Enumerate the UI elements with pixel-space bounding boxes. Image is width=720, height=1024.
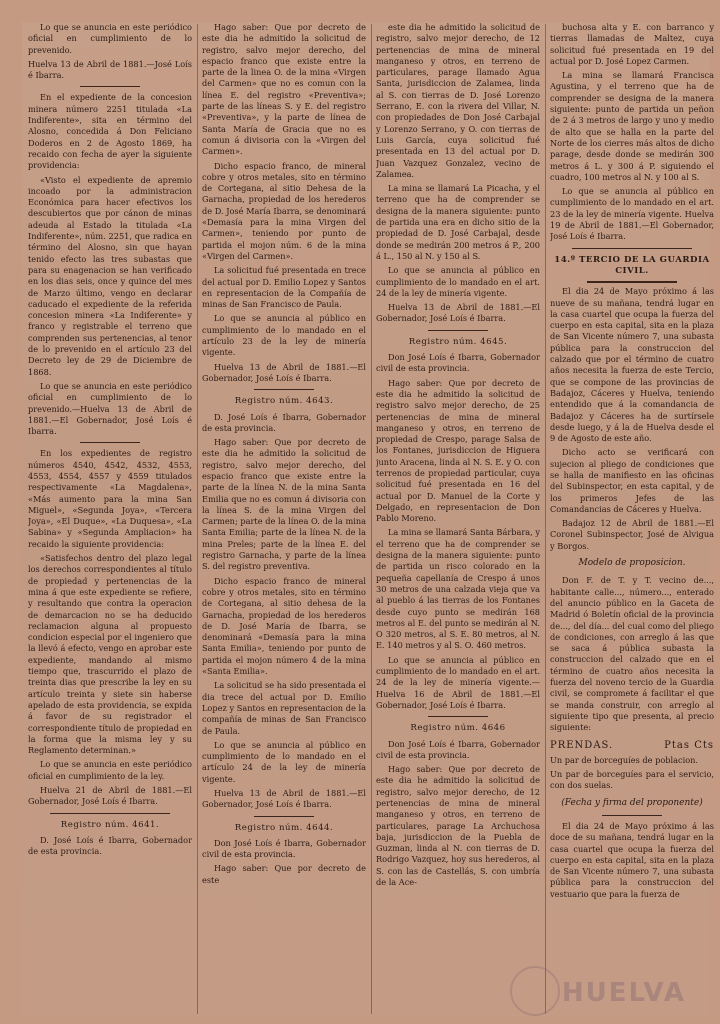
separator-rule [602, 815, 662, 816]
paragraph: La solicitud fué presentada en trece del actual por D. Emilio Lopez y Santos en representacion de la Compañía de minas de San Francisco de Paula. [202, 265, 366, 310]
paragraph: Lo que se anuncia en este periódico oficial en cumplimiento de lo prevenido.—Huelva 13 de Abril de 1881.—El Gobernador, José Loís é Ibarra. [28, 380, 192, 437]
paragraph: Lo que se anuncia en este periódico oficial en cumplimiento de la ley. [28, 759, 192, 781]
paragraph: El dia 24 de Mayo próximo á las nueve de su mañana, tendrá lugar en la casa cuartel que ocupa la fuerza del cuerpo en esta capital, sita en la plaza de San Vicente número 7, una subasta pública para la construccion del calzado que por el término de cuatro años necesita la fuerza de este Tercio, que se compone de las provincias de Badajoz, Cáceres y Huelva, teniendo entendido que á la comandancia de Badajoz y Cáceres ha de surtírsele desde luego, y á la de Huelva desde el 9 de Agosto de este año. [550, 286, 714, 444]
separator-rule [254, 816, 314, 817]
paragraph: Don José Loís é Ibarra, Gobernador civil de esta provincia. [376, 352, 540, 374]
paragraph: este dia he admitido la solicitud de registro, salvo mejor derecho, de 12 pertenencias de mina de mineral manganeso y otros, en terreno de particulares, parage llamado Agua Santa, jurisdiccion de Zalamea, linda al S. con tierras de D. José Lorenzo Serrano, E. con la rivera del Villar, N. con propiedades de Don José Carbajal y Lorenzo Serrano, y O. con tierras de Luis García, cuya solicitud fué presentada en 13 del actual por D. Juan Vazquez Gonzalez, vecino de Zalamea. [376, 22, 540, 179]
paragraph: La mina se llamará La Picacha, y el terreno que ha de comprender se designa de la manera siguiente: punto de partida una era en dicho sitio de la propiedad de D. José Carbajal, desde donde se medirán 200 metros á P., 200 á L., 150 al N. y 150 al S. [376, 183, 540, 261]
separator-rule [428, 330, 488, 331]
paragraph: El dia 24 de Mayo próximo á las doce de su mañana, tendrá lugar en la casa cuartel que ocupa la fuerza del cuerpo en esta capital, sita en la plaza de San Vicente número 7, una subasta pública para la construccion del vestuario que para la fuerza de [550, 821, 714, 899]
paragraph: En el expediente de la concesion minera número 2251 titulada «La Indiferente», sita en término del Alosno, concedida á Don Feliciano Doderos en 2 de Agosto 1869, ha recaido con fecha de ayer la siguiente providencia: [28, 92, 192, 171]
newspaper-page [22, 22, 714, 1016]
model-heading: Modelo de proposicion. [578, 558, 686, 569]
paragraph: Badajoz 12 de Abril de 1881.—El Coronel Subinspector, José de Alvigua y Borgos. [550, 518, 714, 551]
paragraph: Don José Loís é Ibarra, Gobernador civil de esta provincia. [202, 837, 366, 860]
paragraph: Hago saber: Que por decreto de este dia he admitido la solicitud de registro salvo mejor derecho, de 25 pertenencias de mina de mineral manganeso y otros, en terreno de propiedad de Crespo, parage Salsa de los Fontanes, jurisdiccion de Higuera junto Aracena, linda al N. S. E. y O. con terrenos de propiedad particular, cuya solicitud fué presentada en 16 del actual por D. Manuel de la Corte y Delgado, en representacion de Don Pablo Moreno. [376, 377, 540, 524]
section-heading: 14.º TERCIO DE LA GUARDIA CIVIL. [554, 254, 710, 276]
separator-rule [50, 813, 170, 814]
paragraph: La mina se llamará Francisca Agustina, y el terreno que ha de comprender se designa de la manera siguiente: punto de partida un peñon de 2 á 3 metros de largo y uno y medio de alto que se halla en la parte del Norte de los cierres más altos de dicho parage, desde donde se medirán 300 metros á L. y 300 á P. siguiendo el cuadro, 100 metros al N. y 100 al S. [550, 70, 714, 182]
paragraph: Dicho espacio franco de mineral cobre y otros metales, sito en término de Cortegana, al sitio dehesa de la Garnacha, propiedad de los herederos de D. José María de Ibarra, se denominará «Demasía para la mina Santa Emilia», teniendo por punto de partida el mojon número 4 de la mina «Santa Emilia». [202, 575, 366, 677]
paragraph: La solicitud se ha sido presentada el dia trece del actual por D. Emilio Lopez y Santos en representacion de la compañía de minas de San Francisco de Paula. [202, 680, 366, 736]
signature-heading: (Fecha y firma del proponente) [561, 797, 703, 808]
paragraph: Hago saber: Que por decreto de este dia he admitido la solicitud de registro, salvo mejor derecho, de 12 pertenencias de mina de mineral manganeso y otros, en terreno de particulares, parage La Archuchosa baja, jurisdiccion de la Puebla de Guzman, linda al N. con tierras de D. Rodrigo Vazquez, hoy sus herederos, al S. con las de Castellás, S. con umbría de la Ace- [376, 764, 540, 888]
prendas-label: PRENDAS. [550, 739, 614, 751]
library-seal [510, 966, 560, 1016]
paragraph: Huelva 13 de Abril de 1881.—El Gobernador, José Loís é Ibarra. [202, 361, 366, 383]
section-heading: Registro núm. 4644. [234, 822, 334, 833]
paragraph: «Satisfechos dentro del plazo legal los derechos correspondientes al título de propiedad y pertenencias de la mina á que este expediente se refiere, y resultando que contra la operacion de demarcacion no se ha deducido reclamacion alguna al propuesto condicion especial por el ingeniero que la llevó á efecto, vengo en aprobar este expediente, mandando al mismo tiempo que, trascurrido el plazo de treinta dias que prescribe la ley en su artículo treinta y siete sin haberse apelado de esta providencia, se expida á favor de su registrador el correspondiente título de propiedad en la forma que la misma ley y su Reglamento determinan.» [28, 553, 192, 756]
column-1 [28, 22, 192, 1016]
list-item: Un par de borceguíes para el servicio, con dos suelas. [550, 769, 714, 791]
paragraph: «Visto el expediente de apremio incoado por la administracion Económica para hacer efectivos los descubiertos que por cánon de minas adeuda al Estado la titulada «La Indiferente», núm. 2251, que radica en término del Alosno, sin que hayan tenido efecto las tres subastas que para su enagenacion se han verificado en los dias seis, once y quince del mes de Marzo último, vengo en declarar caducado el expediente de la referida concesion minera «La Indiferente» y franco y registrable el terreno que comprenden sus pertenencias, al tenor de lo prevenido en el artículo 23 del Decreto ley de 29 de Diciembre de 1868. [28, 174, 192, 377]
paragraph: Lo que se anuncia al público en cumplimiento de lo mandado en el artículo 24 de la ley de minería vigente. [202, 739, 366, 784]
paragraph: Lo que se anuncia al público en cumplimiento de lo mandado en el artículo 23 de la ley de minería vigente. [202, 313, 366, 358]
column-divider [197, 24, 198, 1014]
list-item: Un par de borceguíes de poblacion. [550, 754, 699, 765]
column-divider [545, 24, 546, 1014]
paragraph: La mina se llamará Santa Bárbara, y el terreno que ha de comprender se designa de la manera siguiente: punto de partida un risco colorado en la pequeña capellanía de Crespo á unos 30 metros de una calzada vieja que va al pueblo á las tierras de los Fontanes desde cuyo punto se medirán 168 metros al E. del punto se medirán al N. O 320 metros, al S. E. 80 metros, al N. E. 140 metros y al S. O. 460 metros. [376, 527, 540, 651]
paragraph: D. José Loís é Ibarra, Gobernador de esta provincia. [28, 834, 192, 857]
paragraph: Lo que se anuncia al público en cumplimiento de lo mandado en el art. 23 de la ley de minería vigente. Huelva 19 de Abril de 1881.—El Gobernador, José Loís é Ibarra. [550, 186, 714, 242]
paragraph: Huelva 21 de Abril de 1881.—El Gobernador, José Loís é Ibarra. [28, 785, 192, 807]
column-3 [376, 22, 540, 1016]
paragraph: Dicho acto se verificará con sujecion al pliego de condiciones que se halla de manifiesto en las oficinas del Subinspector, en esta capital, y de los primeros Jefes de las Comandancias de Cáceres y Huelva. [550, 447, 714, 514]
paragraph: Don José Loís é Ibarra, Gobernador civil de esta provincia. [376, 738, 540, 760]
paragraph: buchosa alta y E. con barranco y tierras llamadas de Maltez, cuya solicitud fué presentada en 19 del actual por D. José Lopez Carmen. [550, 22, 714, 66]
paragraph: Lo que se anuncia al público en cumplimiento de lo mandado en el art. 24 de la ley de minería vigente.—Huelva 16 de Abril de 1881.—El Gobernador, José Loís é Ibarra. [376, 654, 540, 710]
paragraph: D. José Loís é Ibarra, Gobernador de esta provincia. [202, 411, 366, 433]
signature-line: Huelva 13 de Abril de 1881.—José Loís é Ibarra. [28, 58, 192, 81]
separator-rule [254, 389, 314, 390]
separator-rule [572, 248, 692, 249]
prendas-header [550, 740, 714, 751]
paragraph: Hago saber: Que por decreto de este dia he admitido la solicitud de registro, salvo mejor derecho, del espacio franco que existe entre la parte de la linea O. de la mina «Virgen del Carmen» que no es comun con la línea E. del registro «Preventiva»; parte de las líneas S. y E. del registro «Preventiva», y la parte de línea de Santa María de Gracia que no es comun á divisoria con la «Virgen del Carmen». [202, 22, 366, 157]
paragraph: En los expedientes de registro números 4540, 4542, 4532, 4553, 4553, 4554, 4557 y 4559 titulados respectivamente «La Magdalena», «Más aumento para la mina San Miguel», «Segunda Joya», «Tercera Joya», «El Duque», «La Duquesa», «La Sabina» y «Segunda Ampliacion» ha recaido la siguiente providencia: [28, 448, 192, 549]
watermark: HUELVA [561, 978, 686, 1008]
double-rule [587, 281, 677, 283]
column-2 [202, 22, 366, 1016]
separator-rule [80, 86, 140, 87]
paragraph: Huelva 13 de Abril de 1881.—El Gobernador, José Loís é Ibarra. [376, 302, 540, 324]
section-heading: Registro núm. 4641. [60, 819, 160, 830]
section-heading: Registro núm. 4646 [410, 723, 506, 734]
paragraph: Hago saber: Que por decreto de este dia he admitido la solicitud de registro, salvo mejor derecho, del espacio franco que existe entre la parte de la línea N. de la mina Santa Emilia que no es comun á divisoria con la línea S. de la mina Virgen del Carmen; parte de la línea O. de la mina Santa Emilia; parte de la línea N. de la mina Preles; parte de la línea E. del registro Garnacha, y parte de la línea S. del registro preventiva. [202, 437, 366, 572]
paragraph: Huelva 13 de Abril de 1881.—El Gobernador, José Loís é Ibarra. [202, 788, 366, 810]
separator-rule [428, 716, 488, 717]
column-4 [550, 22, 714, 1016]
column-divider [371, 24, 372, 1014]
precio-label: Ptas Cts [664, 739, 714, 751]
section-heading: Registro núm. 4643. [234, 396, 334, 407]
separator-rule [80, 442, 140, 443]
paragraph: Dicho espacio franco, de mineral cobre y otros metales, sito en término de Cortegana, al sitio Dehesa de la Garnacha, propiedad de los herederos de D. José María Ibarra, se denominará «Demasía para la mina Virgen del Carmen», teniendo por punto de partida el mojon núm. 6 de la mina «Virgen del Carmen». [202, 160, 366, 261]
paragraph: Lo que se anuncia en este periódico oficial en cumplimiento de lo prevenido. [28, 22, 192, 55]
section-heading: Registro núm. 4645. [408, 336, 508, 347]
paragraph: Lo que se anuncia al público en cumplimiento de lo mandado en el art. 24 de la ley de minería vigente. [376, 265, 540, 298]
paragraph: Don F. de T. y T. vecino de..., habitante calle..., número..., enterado del anuncio público en la Gaceta de Madrid ó Boletín oficial de la provincia de..., del día... del cual como del pliego de condiciones, con arreglo á las que se saca á pública subasta la construccion del calzado que en el término de cuatro años necesita la fuerza del noveno tercio de la Guardia civil, se compromete á facilitar el que se manda construir, con arreglo al siguiente tipo que presenta, al precio siguiente: [550, 575, 714, 733]
paragraph: Hago saber: Que por decreto de este [202, 863, 366, 885]
